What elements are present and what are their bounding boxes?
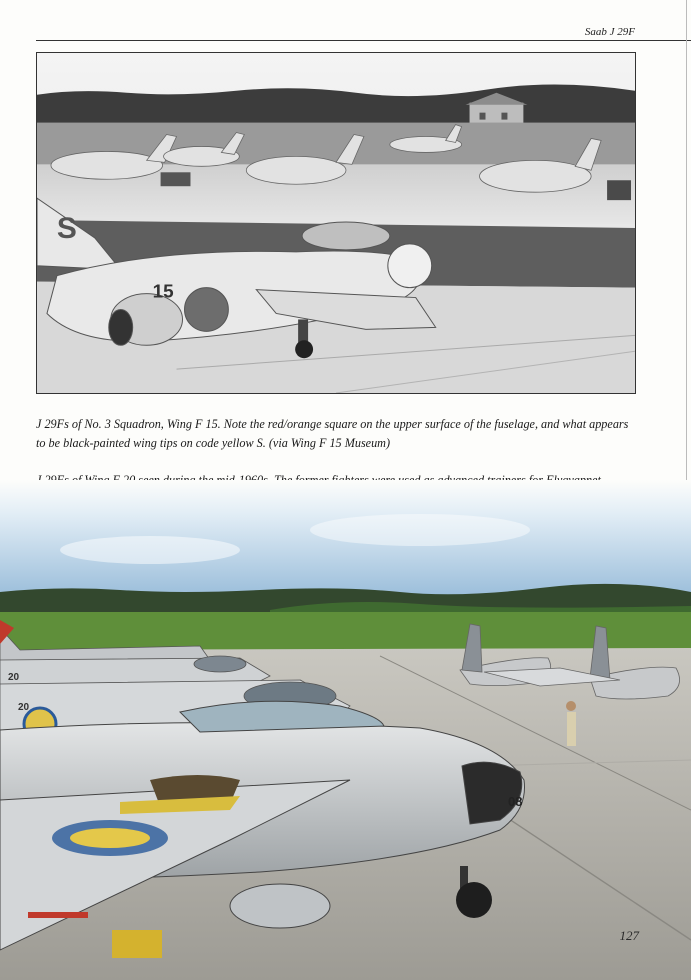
aircraft-marking-a: 20 <box>8 672 20 683</box>
aircraft-marking-c: 08 <box>508 794 523 809</box>
page-number: 127 <box>619 928 639 943</box>
photo-wing-f15-squadron <box>36 52 636 394</box>
photo-wing-f20-trainers <box>0 480 691 980</box>
aircraft-number-marking: 15 <box>152 281 174 303</box>
header-rule <box>36 40 691 41</box>
aircraft-code-letter: S <box>56 211 77 245</box>
aircraft-marking-b: 20 <box>18 702 30 713</box>
caption-wing-f15: J 29Fs of No. 3 Squadron, Wing F 15. Note the red/orange square on the upper surface of the fuselage, and what appears to be black-painted wing tips on code yellow S. (via Wing F 15 Museum) <box>36 417 629 451</box>
running-head-title: Saab J 29F <box>584 26 635 38</box>
